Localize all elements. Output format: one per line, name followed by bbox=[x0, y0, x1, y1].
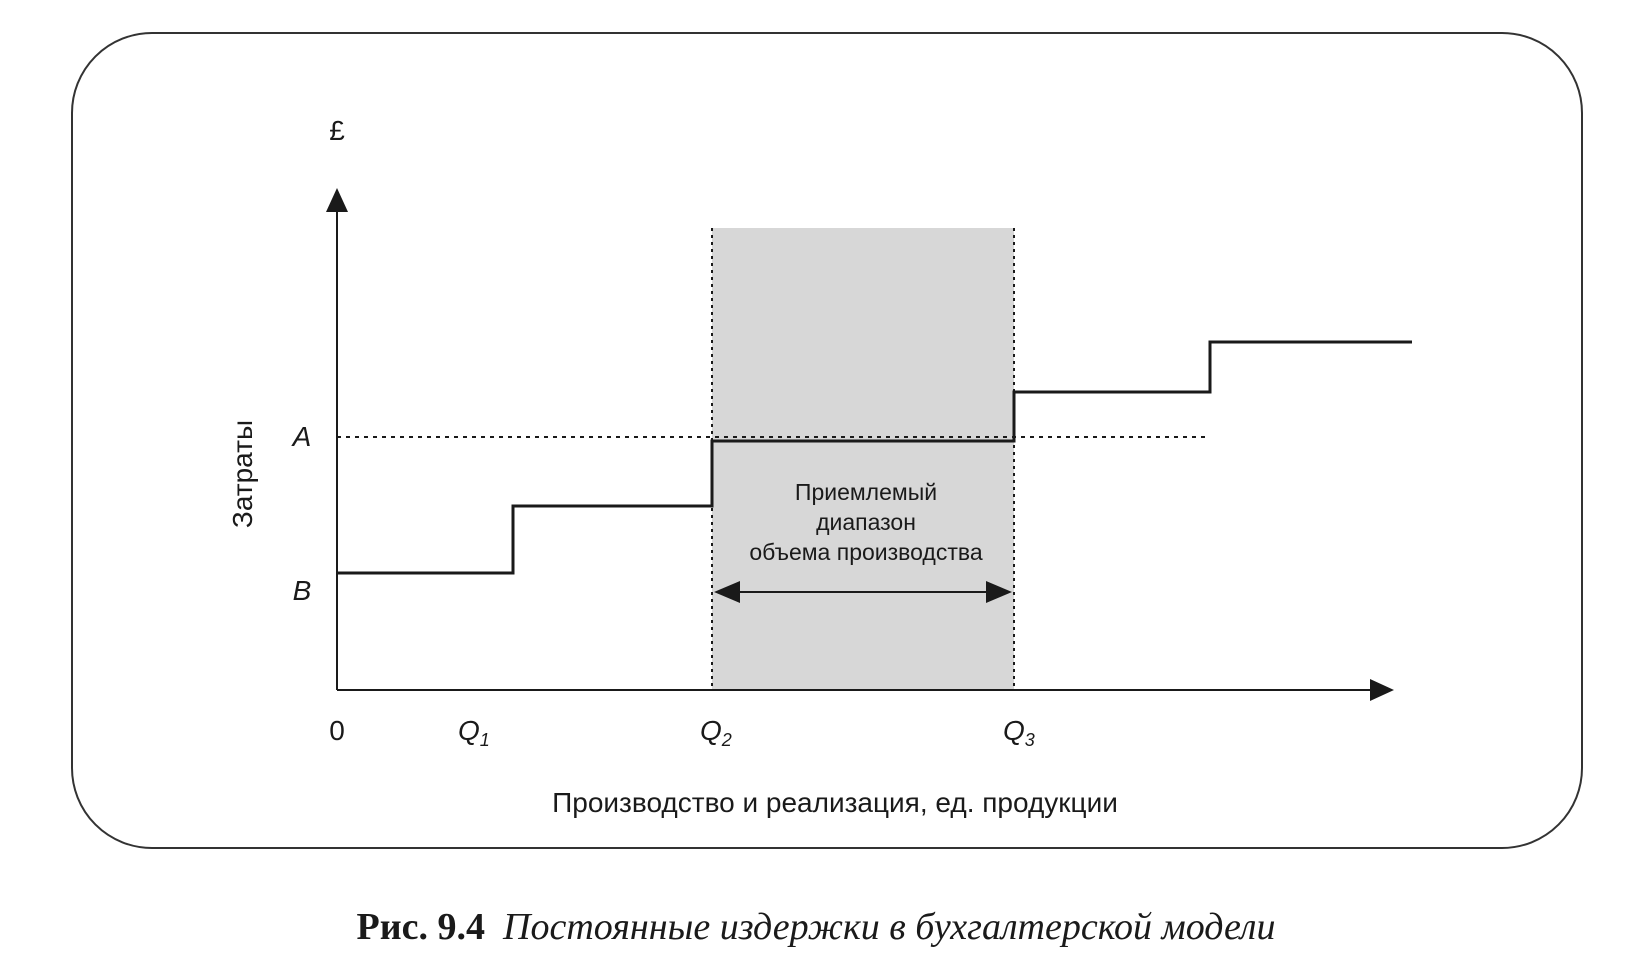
level-b-label: B bbox=[292, 575, 312, 606]
acceptable-range-band bbox=[712, 228, 1014, 690]
q1-label bbox=[458, 715, 490, 750]
y-axis-arrow bbox=[326, 188, 348, 212]
q1-subscript: 1 bbox=[479, 730, 490, 750]
level-a-label: A bbox=[292, 421, 312, 452]
currency-symbol: £ bbox=[329, 115, 345, 146]
range-label-line-3: объема производства bbox=[749, 539, 983, 565]
range-label-line-2: диапазон bbox=[816, 509, 916, 535]
q1-letter: Q bbox=[458, 715, 480, 746]
q3-label bbox=[1003, 715, 1035, 750]
origin-label: 0 bbox=[329, 715, 345, 746]
caption-number: Рис. 9.4 bbox=[356, 906, 486, 948]
y-axis-label: Затраты bbox=[227, 419, 258, 529]
x-axis-arrow bbox=[1370, 679, 1394, 701]
caption-title: Постоянные издержки в бухгалтерской модели bbox=[503, 906, 1276, 948]
q2-letter: Q bbox=[700, 715, 722, 746]
q3-subscript: 3 bbox=[1024, 730, 1035, 750]
q3-letter: Q bbox=[1003, 715, 1025, 746]
figure-caption bbox=[0, 905, 1632, 949]
range-label-line-1: Приемлемый bbox=[794, 479, 938, 505]
q2-subscript: 2 bbox=[721, 730, 732, 750]
q2-label bbox=[700, 715, 732, 750]
x-axis-label: Производство и реализация, ед. продукции bbox=[552, 787, 1118, 818]
